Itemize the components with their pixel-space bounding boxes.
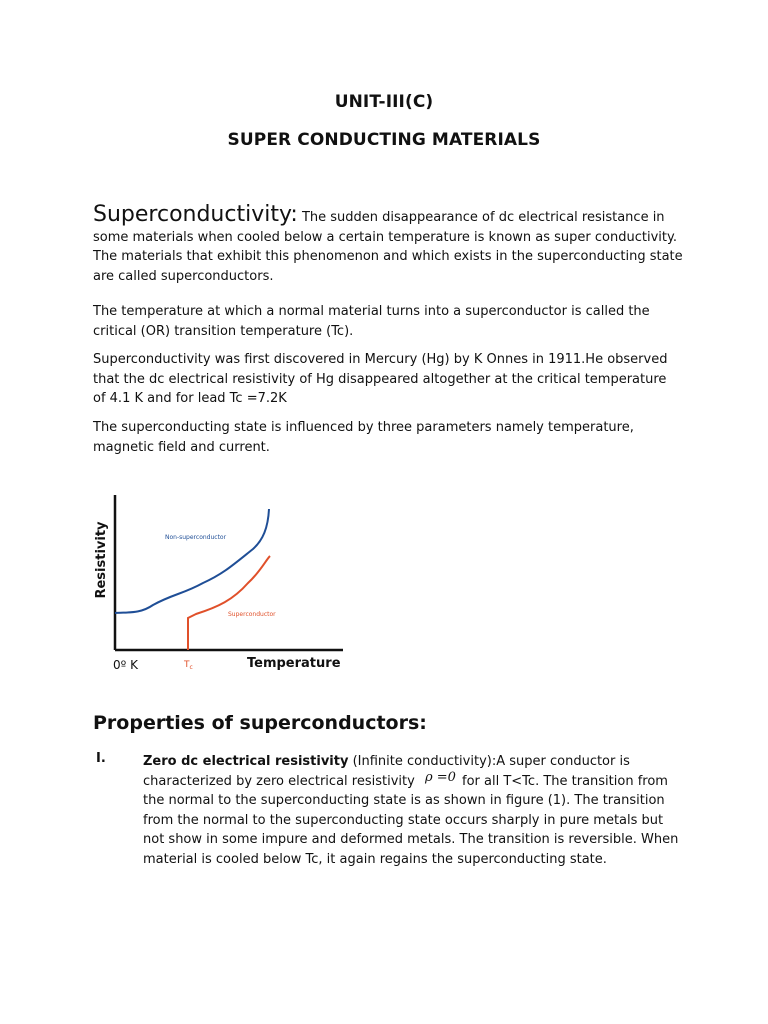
rho-equals-zero-formula: ρ =0: [424, 769, 456, 785]
unit-heading: UNIT-III(C): [334, 92, 434, 112]
paragraph-discovery: Superconductivity was first discovered in Mercury (Hg) by K Onnes in 1911.He observed that the dc electrical resistivity of Hg disappeared altogether at the critical temperature of 4.1 K and for lead Tc =7.2K: [93, 352, 668, 406]
property-item-zero-resistivity: [143, 752, 683, 869]
superconductor-label: Superconductor: [228, 611, 276, 618]
section-heading-properties: Properties of superconductors:: [93, 712, 427, 734]
intro-definition: The sudden disappearance of dc electrical resistance in some materials when cooled below a certain temperature is known as super conductivity. The materials that exhibit this phenomenon and which exists in the superconducting state are called superconductors.: [93, 210, 683, 284]
superconductor-curve: [188, 556, 270, 650]
intro-paragraph: [93, 202, 683, 286]
paragraph-parameters: The superconducting state is influenced by three parameters namely temperature, magnetic field and current.: [93, 420, 634, 455]
property-text-b: for all T<Tc. The transition from the normal to the superconducting state is as shown in figure (1). The transition from the normal to the superconducting state occurs sharply in pure metals but not show in some impure and deformed metals. The transition is reversible. When material is cooled below Tc, it again regains the superconducting state.: [143, 773, 679, 867]
property-text-a: (Infinite conductivity):A super conductor is characterized by zero electrical resistivity: [143, 754, 630, 789]
origin-label: 0º K: [113, 658, 138, 672]
non-superconductor-label: Non-superconductor: [165, 534, 227, 541]
resistivity-temperature-figure: [88, 490, 353, 680]
y-axis-label: Resistivity: [94, 521, 109, 599]
page-title: SUPER CONDUCTING MATERIALS: [227, 130, 541, 150]
paragraph-critical-temperature: The temperature at which a normal material turns into a superconductor is called the critical (OR) transition temperature (Tc).: [93, 304, 650, 339]
property-title: Zero dc electrical resistivity: [143, 754, 349, 769]
non-superconductor-curve: [115, 509, 269, 613]
term-superconductivity: Superconductivity:: [93, 202, 298, 227]
x-axis-label: Temperature: [247, 656, 341, 671]
list-number: I.: [96, 751, 106, 766]
tc-label: $T_c$: [184, 660, 193, 671]
